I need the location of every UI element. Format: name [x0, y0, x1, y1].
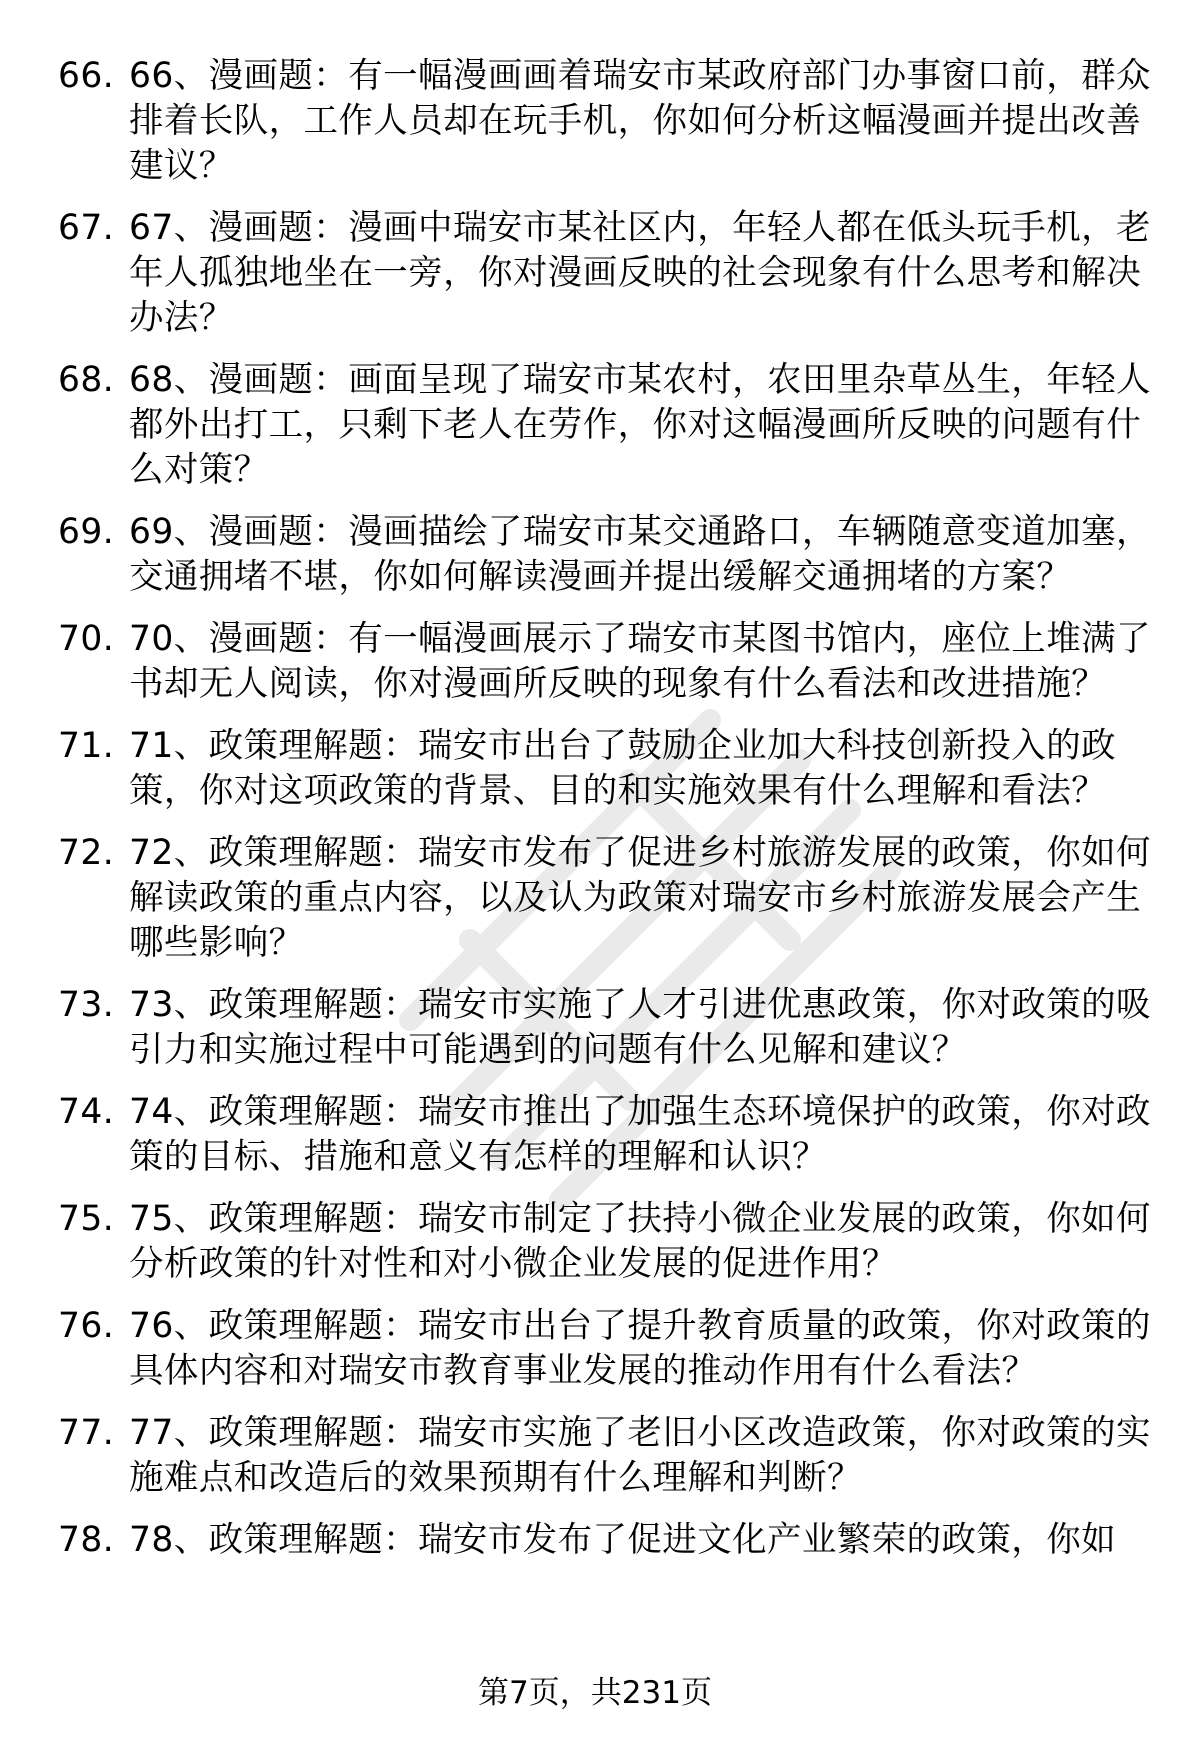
question-number: 74.	[58, 1092, 115, 1132]
list-item	[58, 206, 1158, 341]
question-number: 69.	[58, 512, 115, 552]
question-text: 73、政策理解题：瑞安市实施了人才引进优惠政策，你对政策的吸引力和实施过程中可能遇到的问题有什么见解和建议？	[129, 985, 1151, 1070]
question-text: 74、政策理解题：瑞安市推出了加强生态环境保护的政策，你对政策的目标、措施和意义有怎样的理解和认识？	[129, 1092, 1151, 1177]
question-number: 70.	[58, 619, 115, 659]
question-text: 68、漫画题：画面呈现了瑞安市某农村，农田里杂草丛生，年轻人都外出打工，只剩下老人在劳作，你对这幅漫画所反映的问题有什么对策？	[129, 360, 1151, 490]
question-number: 77.	[58, 1413, 115, 1453]
document-body	[58, 54, 1158, 1580]
question-number: 75.	[58, 1199, 115, 1239]
question-text: 71、政策理解题：瑞安市出台了鼓励企业加大科技创新投入的政策，你对这项政策的背景、目的和实施效果有什么理解和看法？	[129, 726, 1116, 811]
list-item	[58, 1411, 1158, 1501]
question-text: 75、政策理解题：瑞安市制定了扶持小微企业发展的政策，你如何分析政策的针对性和对小微企业发展的促进作用？	[129, 1199, 1151, 1284]
question-number: 67.	[58, 208, 115, 248]
list-item	[58, 1197, 1158, 1287]
question-number: 72.	[58, 833, 115, 873]
question-number: 76.	[58, 1306, 115, 1346]
question-list	[58, 54, 1158, 1563]
question-text: 69、漫画题：漫画描绘了瑞安市某交通路口，车辆随意变道加塞，交通拥堵不堪，你如何解读漫画并提出缓解交通拥堵的方案？	[129, 512, 1151, 597]
list-item	[58, 983, 1158, 1073]
question-text: 72、政策理解题：瑞安市发布了促进乡村旅游发展的政策，你如何解读政策的重点内容，以及认为政策对瑞安市乡村旅游发展会产生哪些影响？	[129, 833, 1151, 963]
question-text: 76、政策理解题：瑞安市出台了提升教育质量的政策，你对政策的具体内容和对瑞安市教育事业发展的推动作用有什么看法？	[129, 1306, 1151, 1391]
question-number: 68.	[58, 360, 115, 400]
list-item	[58, 831, 1158, 966]
question-text: 67、漫画题：漫画中瑞安市某社区内，年轻人都在低头玩手机，老年人孤独地坐在一旁，你对漫画反映的社会现象有什么思考和解决办法？	[129, 208, 1151, 338]
list-item	[58, 1090, 1158, 1180]
list-item	[58, 358, 1158, 493]
list-item	[58, 724, 1158, 814]
list-item	[58, 54, 1158, 189]
question-number: 71.	[58, 726, 115, 766]
question-number: 73.	[58, 985, 115, 1025]
list-item	[58, 1304, 1158, 1394]
question-text: 78、政策理解题：瑞安市发布了促进文化产业繁荣的政策，你如	[129, 1520, 1116, 1560]
question-number: 66.	[58, 56, 115, 96]
question-text: 66、漫画题：有一幅漫画画着瑞安市某政府部门办事窗口前，群众排着长队，工作人员却在玩手机，你如何分析这幅漫画并提出改善建议？	[129, 56, 1151, 186]
question-text: 70、漫画题：有一幅漫画展示了瑞安市某图书馆内，座位上堆满了书却无人阅读，你对漫画所反映的现象有什么看法和改进措施？	[129, 619, 1151, 704]
question-text: 77、政策理解题：瑞安市实施了老旧小区改造政策，你对政策的实施难点和改造后的效果预期有什么理解和判断？	[129, 1413, 1151, 1498]
page-number-label: 第7页，共231页	[478, 1675, 712, 1711]
list-item	[58, 617, 1158, 707]
question-number: 78.	[58, 1520, 115, 1560]
list-item	[58, 1518, 1158, 1563]
list-item	[58, 510, 1158, 600]
page-footer	[0, 1673, 1190, 1713]
